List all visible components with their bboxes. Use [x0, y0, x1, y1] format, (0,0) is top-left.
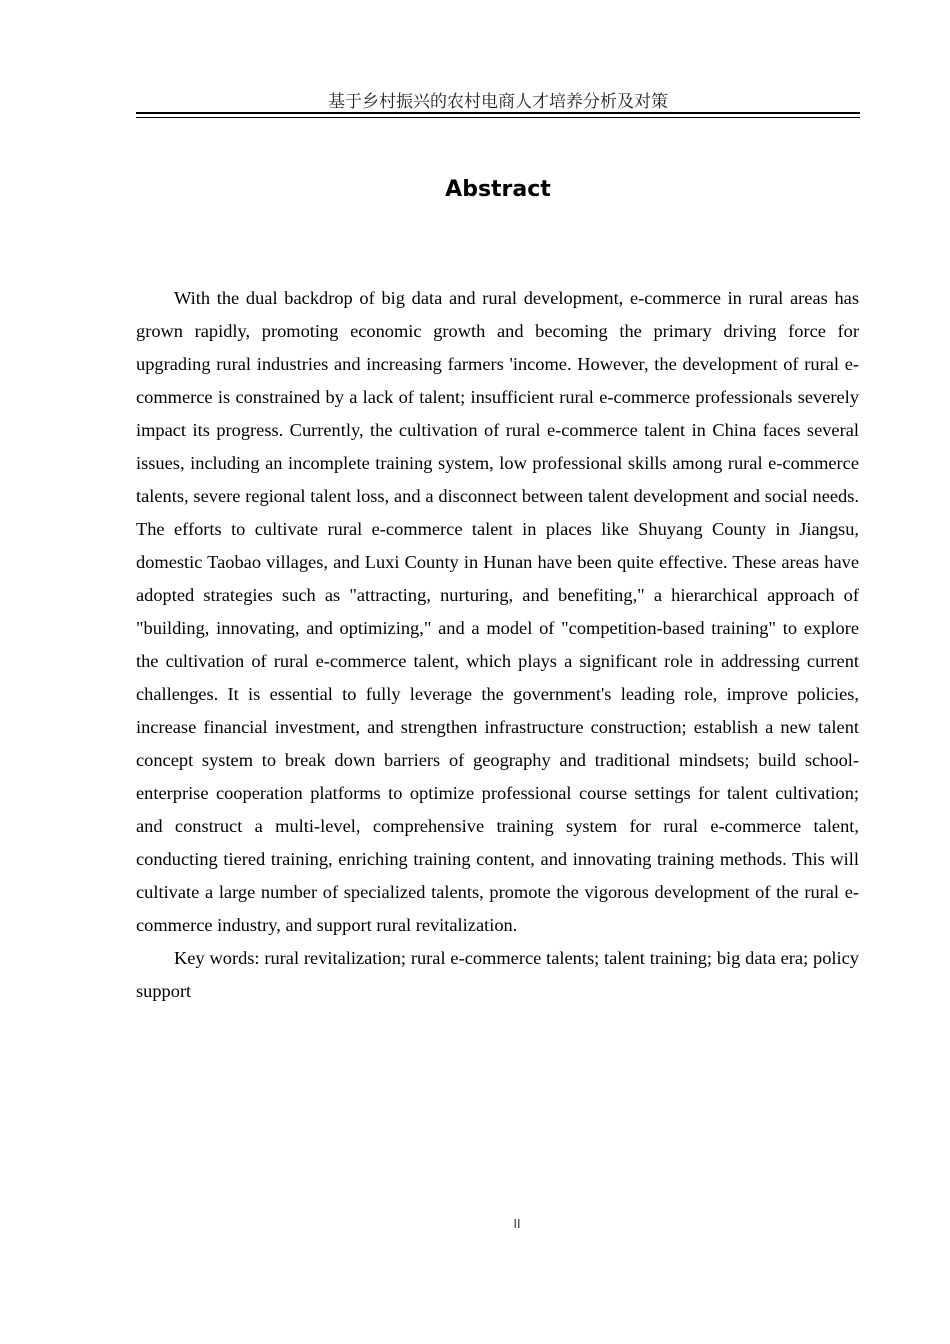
abstract-body	[136, 282, 859, 1008]
page-number: II	[513, 1217, 521, 1231]
keywords-paragraph: Key words: rural revitalization; rural e-commerce talents; talent training; big data era; policy support	[136, 948, 859, 1001]
header-rule-thin	[136, 117, 860, 118]
running-header: 基于乡村振兴的农村电商人才培养分析及对策	[328, 92, 668, 112]
header-rule-thick	[136, 112, 860, 114]
abstract-title: Abstract	[445, 177, 551, 202]
abstract-paragraph: With the dual backdrop of big data and rural development, e-commerce in rural areas has grown rapidly, promoting economic growth and becoming the primary driving force for upgrading rural industries and increasing farmers 'income. However, the development of rural e-commerce is constrained by a lack of talent; insufficient rural e-commerce professionals severely impact its progress. Currently, the cultivation of rural e-commerce talent in China faces several issues, including an incomplete training system, low professional skills among rural e-commerce talents, severe regional talent loss, and a disconnect between talent development and social needs. The efforts to cultivate rural e-commerce talent in places like Shuyang County in Jiangsu, domestic Taobao villages, and Luxi County in Hunan have been quite effective. These areas have adopted strategies such as "attracting, nurturing, and benefiting," a hierarchical approach of "building, innovating, and optimizing," and a model of "competition-based training" to explore the cultivation of rural e-commerce talent, which plays a significant role in addressing current challenges. It is essential to fully leverage the government's leading role, improve policies, increase financial investment, and strengthen infrastructure construction; establish a new talent concept system to break down barriers of geography and traditional mindsets; build school-enterprise cooperation platforms to optimize professional course settings for talent cultivation; and construct a multi-level, comprehensive training system for rural e-commerce talent, conducting tiered training, enriching training content, and innovating training methods. This will cultivate a large number of specialized talents, promote the vigorous development of the rural e-commerce industry, and support rural revitalization.	[136, 288, 859, 935]
